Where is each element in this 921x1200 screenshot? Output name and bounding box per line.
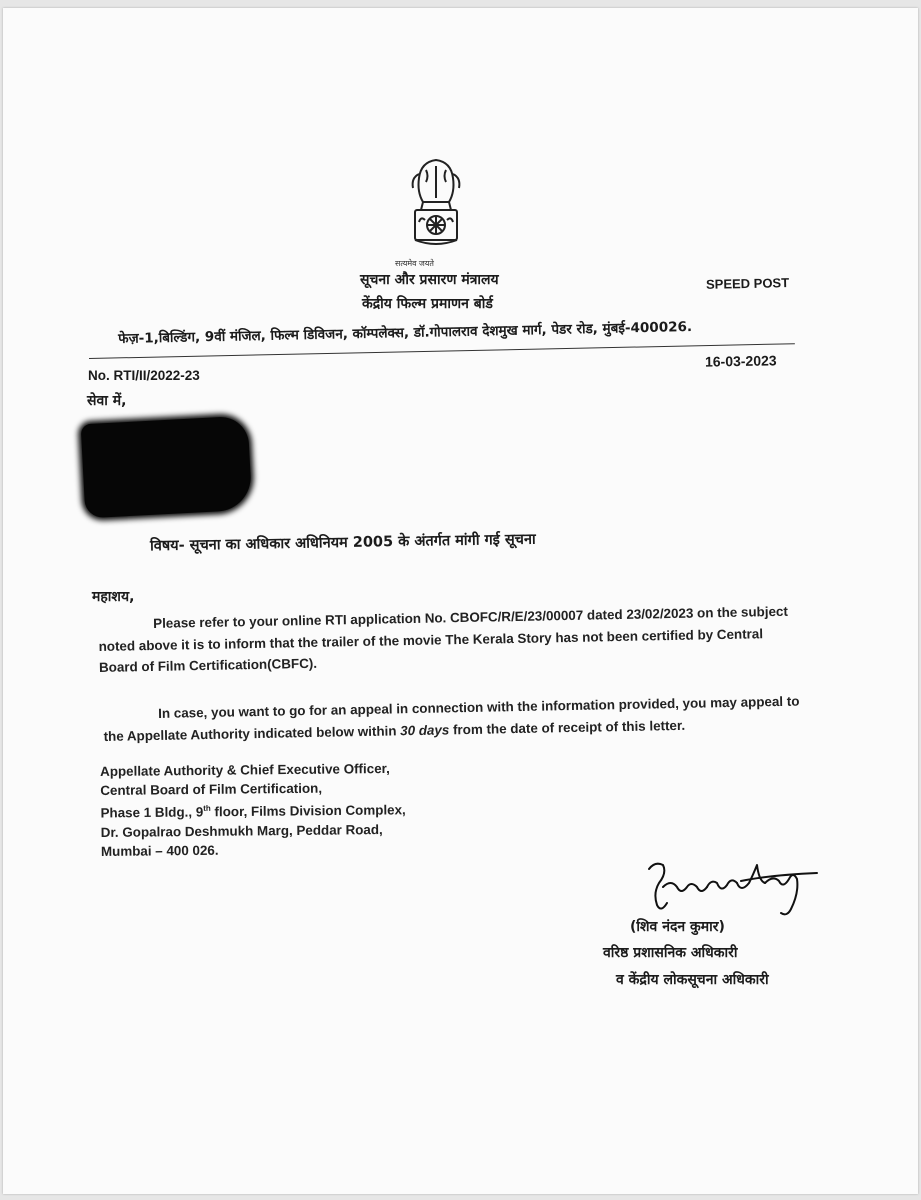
appellate-line-3 bbox=[100, 797, 405, 823]
appellate-line-3b: floor, Films Division Complex, bbox=[210, 802, 406, 820]
redacted-recipient-address bbox=[81, 416, 253, 519]
recipient-label: सेवा में, bbox=[87, 393, 127, 409]
handwritten-signature bbox=[641, 853, 821, 923]
appellate-line-3a: Phase 1 Bldg., 9 bbox=[100, 804, 204, 821]
speed-post-label: SPEED POST bbox=[705, 275, 790, 292]
subject-line: विषय- सूचना का अधिकार अधिनियम 2005 के अंतर्गत मांगी गई सूचना bbox=[149, 531, 536, 555]
appellate-line-4: Dr. Gopalrao Deshmukh Marg, Peddar Road, bbox=[100, 822, 383, 841]
board-name: केंद्रीय फिल्म प्रमाणन बोर्ड bbox=[362, 296, 493, 312]
office-address: फेज़-1,बिल्डिंग, 9वीं मंजिल, फिल्म डिविजन, कॉम्पलेक्स, डॉ.गोपालराव देशमुख मार्ग, पेडर रोड, मुंबई-400026. bbox=[118, 318, 693, 347]
appellate-line-5: Mumbai – 400 026. bbox=[100, 843, 219, 860]
body-paragraph-2 bbox=[103, 691, 804, 747]
signatory-designation-2: व केंद्रीय लोकसूचना अधिकारी bbox=[616, 972, 769, 988]
signatory-designation: वरिष्ठ प्रशासनिक अधिकारी bbox=[603, 945, 738, 961]
letter-date: 16-03-2023 bbox=[704, 352, 777, 370]
para2-text-end: from the date of receipt of this letter. bbox=[449, 717, 686, 737]
appeal-deadline: 30 days bbox=[400, 721, 450, 738]
appellate-line-1: Appellate Authority & Chief Executive Officer, bbox=[100, 760, 390, 779]
signatory-name: (शिव नंदन कुमार) bbox=[630, 919, 725, 935]
appellate-authority-address bbox=[100, 759, 406, 862]
reference-number: No. RTI/II/2022-23 bbox=[88, 368, 200, 383]
para2-text: In case, you want to go for an appeal in connection with the information provided, you may appeal to the Appellate Authority indicated below within bbox=[103, 693, 800, 744]
appellate-line-3-sup: th bbox=[203, 804, 211, 814]
national-emblem-icon bbox=[399, 148, 473, 268]
greeting: महाशय, bbox=[92, 589, 135, 605]
appellate-line-2: Central Board of Film Certification, bbox=[100, 780, 323, 799]
body-paragraph-1 bbox=[98, 601, 799, 679]
emblem-motto: सत्यमेव जयते bbox=[395, 259, 434, 268]
ministry-name: सूचना और प्रसारण मंत्रालय bbox=[360, 272, 499, 288]
para1-text: Please refer to your online RTI application No. CBOFC/R/E/23/00007 dated 23/02/2023 on the subject noted above it is to inform that the trailer of the movie The Kerala Story has not been certified by Central Board of Film Certification(CBFC). bbox=[98, 603, 788, 675]
letter-page bbox=[3, 8, 918, 1194]
header-divider bbox=[89, 343, 795, 359]
